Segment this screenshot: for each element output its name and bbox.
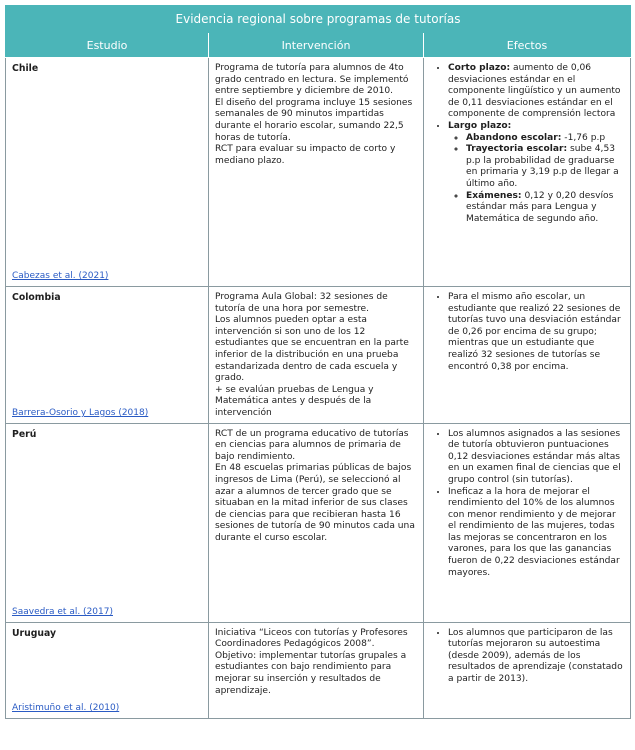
effects-list	[430, 429, 624, 580]
table-row	[6, 423, 631, 622]
tutoring-evidence-table-container	[5, 5, 630, 719]
citation-link[interactable]: Aristimuño et al. (2010)	[12, 702, 120, 713]
citation-link[interactable]: Barrera-Osorio y Lagos (2018)	[12, 407, 149, 418]
intervention-cell	[209, 423, 424, 622]
effects-list	[430, 292, 624, 373]
header-efectos: Efectos	[424, 33, 631, 58]
intervention-text: RCT para evaluar su impacto de corto y mediano plazo.	[215, 144, 396, 166]
effects-list	[430, 628, 624, 686]
effect-item	[448, 121, 624, 225]
study-cell	[6, 423, 209, 622]
country-name: Chile	[12, 63, 39, 74]
effects-cell	[424, 622, 631, 718]
effect-sublist	[448, 133, 624, 226]
intervention-text: Objetivo: implementar tutorías grupales a estudiantes con bajo rendimiento para mejorar su inserción y resultados de aprendizaje.	[215, 650, 407, 696]
table-title-row	[6, 6, 631, 33]
effect-label: Abandono escolar:	[466, 132, 562, 143]
effect-subitem	[466, 133, 624, 145]
header-intervencion: Intervención	[209, 33, 424, 58]
citation-link[interactable]: Cabezas et al. (2021)	[12, 271, 109, 282]
effect-item	[448, 63, 624, 121]
intervention-text: En 48 escuelas primarias públicas de bajos ingresos de Lima (Perú), se seleccionó al azar a alumnos de tercer grado que se situaban en la mitad inferior de sus clases de ciencias para que recibieran hasta 16 sesiones de tutoría de 90 minutos cada una durante el curso escolar.	[215, 463, 415, 543]
effect-label: Largo plazo:	[448, 120, 512, 131]
intervention-cell	[209, 287, 424, 424]
intervention-text: Iniciativa “Liceos con tutorías y Profesores Coordinadores Pedagógicos 2008”.	[215, 627, 408, 650]
country-name: Colombia	[12, 292, 61, 303]
effects-cell	[424, 58, 631, 287]
citation-link[interactable]: Saavedra et al. (2017)	[12, 606, 113, 617]
intervention-text: + se evalúan pruebas de Lengua y Matemática antes y después de la intervención	[215, 384, 374, 418]
intervention-text: Programa Aula Global: 32 sesiones de tutoría de una hora por semestre.	[215, 292, 388, 314]
tutoring-evidence-table	[5, 5, 631, 719]
effects-list	[430, 63, 624, 225]
effect-label: Trayectoria escolar:	[466, 144, 568, 155]
effect-label: Corto plazo:	[448, 63, 511, 73]
effect-subitem	[466, 144, 624, 190]
header-estudio: Estudio	[6, 33, 209, 58]
intervention-cell	[209, 58, 424, 287]
effect-item: • Los alumnos asignados a las sesiones de tutoría obtuvieron puntuaciones 0,12 desviaciones estándar más altas en un examen final de ciencias que el grupo control (sin tutorías).	[448, 429, 624, 487]
country-name: Perú	[12, 428, 37, 440]
table-row	[6, 622, 631, 718]
effects-cell	[424, 423, 631, 622]
effect-text: sube 4,53 p.p la probabilidad de graduarse en primaria y 3,19 p.p de llegar a último año.	[466, 144, 619, 189]
study-cell	[6, 58, 209, 287]
intervention-text: El diseño del programa incluye 15 sesiones semanales de 90 minutos impartidas durante el horario escolar, sumando 22,5 horas de tutoría.	[215, 97, 413, 143]
effect-subitem	[466, 191, 624, 226]
effect-item: • Para el mismo año escolar, un estudiante que realizó 22 sesiones de tutorías tuvo una desviación estándar de 0,26 por encima de su grupo; mientras que un estudiante que realizó 32 sesiones de tutorías se encontró 0,38 por encima.	[448, 292, 624, 373]
effect-item: • Los alumnos que participaron de las tutorías mejoraron su autoestima (desde 2009), además de los resultados de aprendizaje (constatado a partir de 2013).	[448, 628, 624, 686]
table-row	[6, 58, 631, 287]
intervention-text: RCT de un programa educativo de tutorías en ciencias para alumnos de primaria de bajo rendimiento.	[215, 428, 409, 462]
table-row	[6, 287, 631, 424]
country-name: Uruguay	[12, 627, 57, 639]
effects-cell	[424, 287, 631, 424]
table-title: Evidencia regional sobre programas de tutorías	[6, 6, 631, 33]
effect-text: aumento de 0,06 desviaciones estándar en el componente lingüístico y un aumento de 0,11 desviaciones estándar en el componente de comprensión lectora	[448, 63, 621, 120]
effect-text: -1,76 p.p	[561, 132, 606, 143]
study-cell	[6, 287, 209, 424]
effect-item: • Ineficaz a la hora de mejorar el rendimiento del 10% de los alumnos con menor rendimiento y de mejorar el rendimiento de las mujeres, todas las mejoras se concentraron en los varones, para los que las ganancias fueron de 0,22 desviaciones estándar mayores.	[448, 487, 624, 580]
effect-text: 0,12 y 0,20 desvíos estándar más para Lengua y Matemática de segundo año.	[466, 190, 614, 224]
effect-label: Exámenes:	[466, 190, 522, 201]
intervention-text: Programa de tutoría para alumnos de 4to grado centrado en lectura. Se implementó entre septiembre y diciembre de 2010.	[215, 63, 409, 97]
study-cell	[6, 622, 209, 718]
intervention-text: Los alumnos pueden optar a esta intervención si son uno de los 12 estudiantes que se encuentran en la parte inferior de la distribución en una prueba estandarizada dentro de cada escuela y grado.	[215, 315, 409, 384]
table-header-row	[6, 33, 631, 58]
intervention-cell	[209, 622, 424, 718]
